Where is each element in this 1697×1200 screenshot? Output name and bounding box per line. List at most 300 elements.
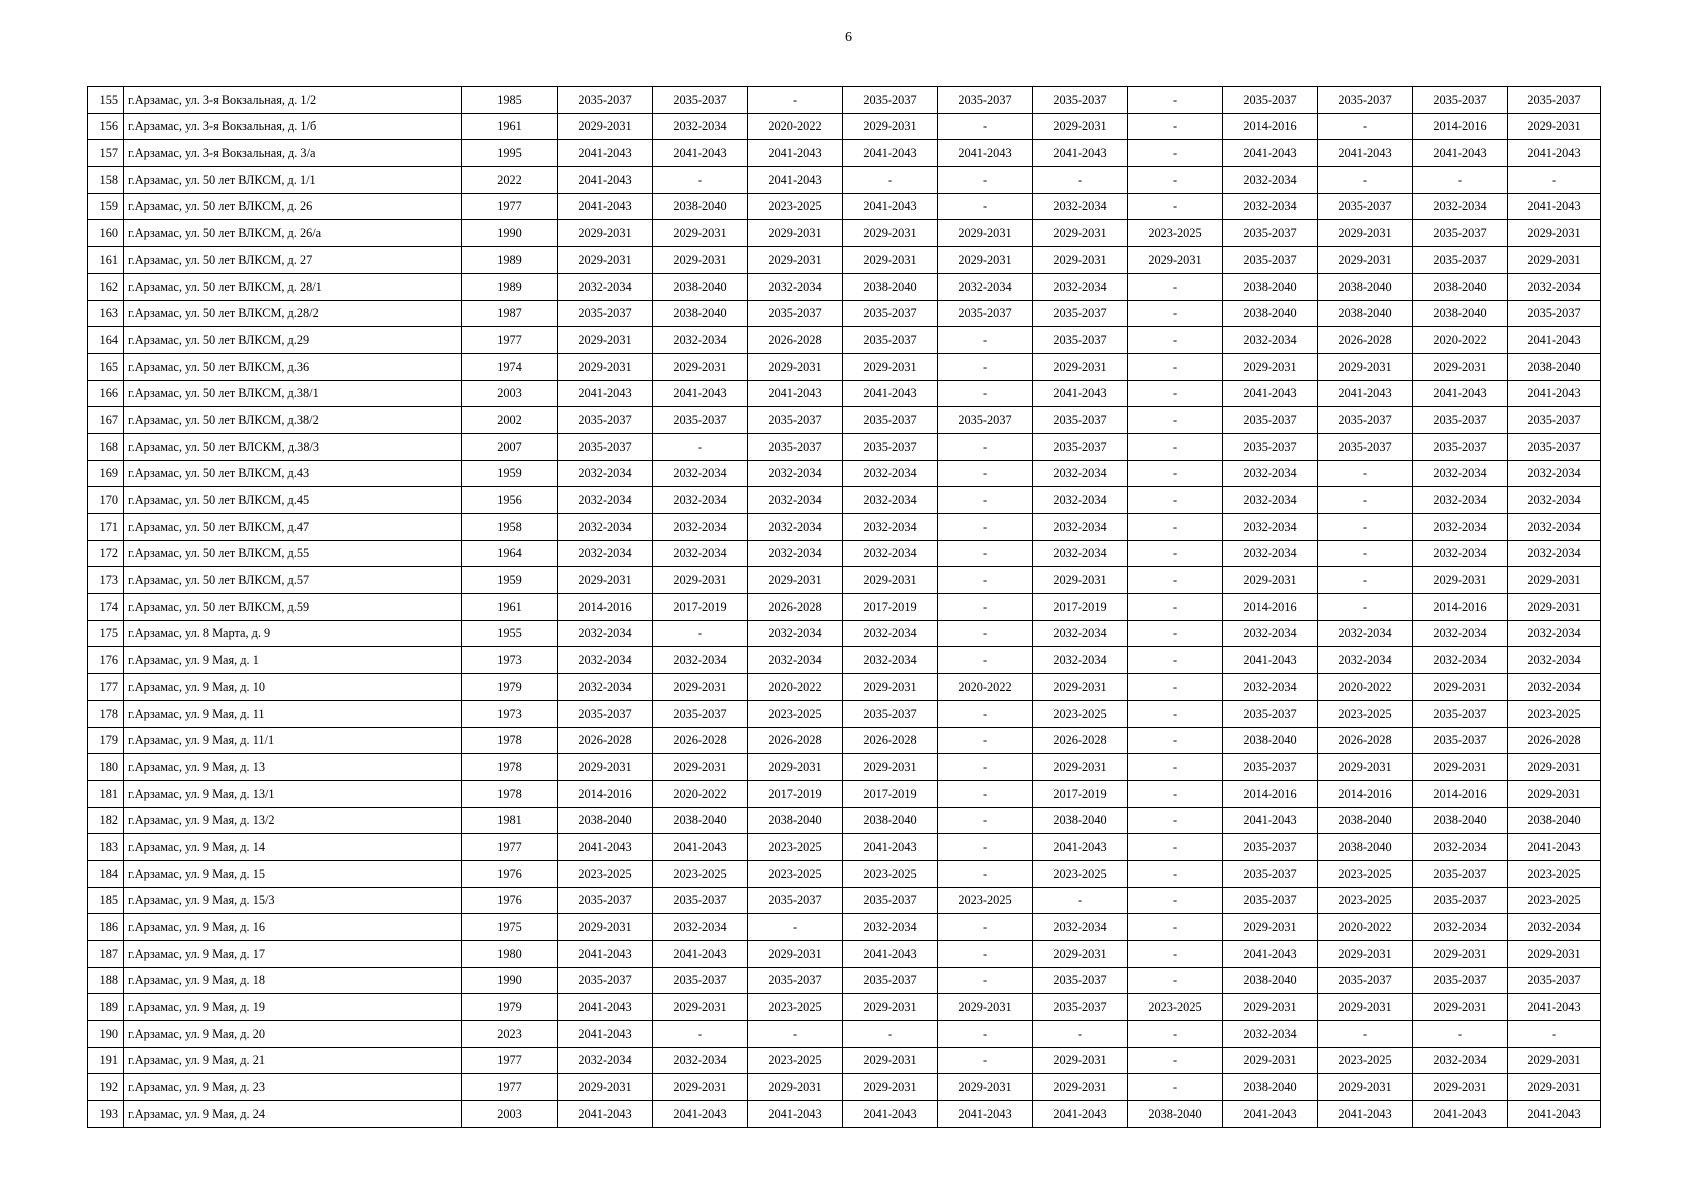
table-row — [88, 193, 1601, 220]
repair-period-cell: - — [1128, 780, 1223, 807]
repair-period-cell: 2014-2016 — [1413, 113, 1508, 140]
repair-period-cell: 2032-2034 — [1508, 487, 1601, 514]
repair-period-cell: 2035-2037 — [1508, 433, 1601, 460]
repair-period-cell: - — [938, 1021, 1033, 1048]
repair-period-cell: 2041-2043 — [1223, 380, 1318, 407]
repair-period-cell: 2029-2031 — [843, 247, 938, 274]
repair-period-cell: 2035-2037 — [1413, 433, 1508, 460]
repair-period-cell: 2035-2037 — [1413, 727, 1508, 754]
repair-period-cell: 2032-2034 — [1033, 514, 1128, 541]
repair-period-cell: 2023-2025 — [653, 860, 748, 887]
table-row — [88, 140, 1601, 167]
repair-period-cell: 2041-2043 — [1318, 140, 1413, 167]
year-built-cell: 1964 — [462, 540, 558, 567]
repair-period-cell: 2029-2031 — [843, 353, 938, 380]
repair-period-cell: - — [1128, 273, 1223, 300]
repair-period-cell: - — [938, 540, 1033, 567]
repair-period-cell: 2032-2034 — [1413, 647, 1508, 674]
repair-period-cell: 2032-2034 — [1033, 487, 1128, 514]
repair-period-cell: 2032-2034 — [1508, 914, 1601, 941]
repair-period-cell: 2029-2031 — [1033, 1047, 1128, 1074]
repair-period-cell: - — [938, 193, 1033, 220]
repair-period-cell: 2041-2043 — [558, 193, 653, 220]
repair-period-cell: 2032-2034 — [1033, 273, 1128, 300]
repair-period-cell: 2035-2037 — [843, 700, 938, 727]
repair-period-cell: - — [1128, 967, 1223, 994]
repair-period-cell: 2014-2016 — [1223, 113, 1318, 140]
repair-period-cell: 2032-2034 — [1508, 540, 1601, 567]
repair-period-cell: - — [1128, 407, 1223, 434]
row-number-cell: 177 — [88, 674, 124, 701]
repair-period-cell: 2014-2016 — [558, 594, 653, 621]
repair-period-cell: 2032-2034 — [653, 327, 748, 354]
repair-period-cell: 2029-2031 — [1508, 754, 1601, 781]
repair-period-cell: 2029-2031 — [1318, 1074, 1413, 1101]
year-built-cell: 1977 — [462, 1074, 558, 1101]
repair-period-cell: 2035-2037 — [653, 407, 748, 434]
repair-period-cell: 2029-2031 — [843, 1074, 938, 1101]
repair-period-cell: 2035-2037 — [1223, 407, 1318, 434]
repair-period-cell: - — [1128, 834, 1223, 861]
repair-period-cell: 2029-2031 — [1413, 674, 1508, 701]
repair-period-cell: - — [1128, 380, 1223, 407]
row-number-cell: 170 — [88, 487, 124, 514]
repair-period-cell: 2029-2031 — [748, 220, 843, 247]
repair-period-cell: 2026-2028 — [1318, 327, 1413, 354]
row-number-cell: 190 — [88, 1021, 124, 1048]
repair-period-cell: 2035-2037 — [748, 300, 843, 327]
address-cell: г.Арзамас, ул. 50 лет ВЛКСМ, д.38/1 — [124, 380, 462, 407]
repair-period-cell: 2032-2034 — [1033, 647, 1128, 674]
repair-period-cell: 2038-2040 — [1413, 300, 1508, 327]
repair-period-cell: 2020-2022 — [748, 674, 843, 701]
table-row — [88, 300, 1601, 327]
repair-period-cell: 2041-2043 — [1413, 380, 1508, 407]
table-row — [88, 540, 1601, 567]
repair-period-cell: 2041-2043 — [843, 140, 938, 167]
repair-period-cell: 2029-2031 — [1508, 594, 1601, 621]
table-row — [88, 87, 1601, 114]
repair-period-cell: 2029-2031 — [748, 941, 843, 968]
address-cell: г.Арзамас, ул. 50 лет ВЛКСМ, д.47 — [124, 514, 462, 541]
address-cell: г.Арзамас, ул. 50 лет ВЛКСМ, д.28/2 — [124, 300, 462, 327]
repair-period-cell: 2038-2040 — [558, 807, 653, 834]
repair-period-cell: 2032-2034 — [748, 273, 843, 300]
repair-period-cell: 2029-2031 — [558, 220, 653, 247]
address-cell: г.Арзамас, ул. 9 Мая, д. 13/2 — [124, 807, 462, 834]
year-built-cell: 1973 — [462, 647, 558, 674]
repair-period-cell: - — [1128, 674, 1223, 701]
year-built-cell: 1981 — [462, 807, 558, 834]
repair-period-cell: 2035-2037 — [1508, 87, 1601, 114]
repair-period-cell: 2029-2031 — [1318, 754, 1413, 781]
repair-period-cell: 2038-2040 — [1318, 273, 1413, 300]
repair-period-cell: 2032-2034 — [748, 620, 843, 647]
repair-period-cell: 2029-2031 — [1033, 113, 1128, 140]
year-built-cell: 1955 — [462, 620, 558, 647]
row-number-cell: 171 — [88, 514, 124, 541]
repair-period-cell: 2017-2019 — [653, 594, 748, 621]
repair-period-cell: 2017-2019 — [1033, 780, 1128, 807]
repair-period-cell: 2041-2043 — [558, 941, 653, 968]
repair-period-cell: 2032-2034 — [748, 460, 843, 487]
repair-period-cell: 2035-2037 — [748, 887, 843, 914]
year-built-cell: 1977 — [462, 327, 558, 354]
repair-period-cell: 2026-2028 — [653, 727, 748, 754]
repair-period-cell: 2041-2043 — [843, 941, 938, 968]
repair-period-cell: 2035-2037 — [1223, 754, 1318, 781]
repair-period-cell: 2035-2037 — [843, 300, 938, 327]
repair-period-cell: - — [1128, 1074, 1223, 1101]
repair-period-cell: - — [653, 620, 748, 647]
row-number-cell: 192 — [88, 1074, 124, 1101]
repair-period-cell: - — [938, 353, 1033, 380]
year-built-cell: 2003 — [462, 380, 558, 407]
row-number-cell: 158 — [88, 167, 124, 194]
repair-period-cell: 2041-2043 — [1033, 834, 1128, 861]
repair-period-cell: - — [1128, 327, 1223, 354]
repair-period-cell: 2032-2034 — [1508, 647, 1601, 674]
table-row — [88, 994, 1601, 1021]
repair-period-cell: 2032-2034 — [653, 113, 748, 140]
repair-period-cell: 2041-2043 — [843, 834, 938, 861]
repair-period-cell: 2029-2031 — [1508, 113, 1601, 140]
repair-period-cell: 2035-2037 — [1318, 193, 1413, 220]
repair-period-cell: 2014-2016 — [1413, 780, 1508, 807]
address-cell: г.Арзамас, ул. 8 Марта, д. 9 — [124, 620, 462, 647]
repair-period-cell: - — [938, 914, 1033, 941]
repair-period-cell: - — [1033, 167, 1128, 194]
address-cell: г.Арзамас, ул. 50 лет ВЛСКМ, д.38/3 — [124, 433, 462, 460]
repair-period-cell: - — [938, 700, 1033, 727]
year-built-cell: 1958 — [462, 514, 558, 541]
repair-period-cell: 2023-2025 — [748, 994, 843, 1021]
address-cell: г.Арзамас, ул. 3-я Вокзальная, д. 1/2 — [124, 87, 462, 114]
year-built-cell: 2007 — [462, 433, 558, 460]
repair-period-cell: - — [1318, 594, 1413, 621]
repair-period-cell: 2035-2037 — [558, 967, 653, 994]
row-number-cell: 182 — [88, 807, 124, 834]
address-cell: г.Арзамас, ул. 9 Мая, д. 13/1 — [124, 780, 462, 807]
repair-period-cell: 2020-2022 — [748, 113, 843, 140]
address-cell: г.Арзамас, ул. 3-я Вокзальная, д. 1/б — [124, 113, 462, 140]
repair-period-cell: 2032-2034 — [558, 514, 653, 541]
repair-period-cell: 2029-2031 — [653, 247, 748, 274]
repair-period-cell: 2035-2037 — [1033, 300, 1128, 327]
repair-period-cell: 2032-2034 — [843, 514, 938, 541]
row-number-cell: 166 — [88, 380, 124, 407]
repair-period-cell: 2017-2019 — [843, 594, 938, 621]
row-number-cell: 168 — [88, 433, 124, 460]
repair-period-cell: 2029-2031 — [1413, 1074, 1508, 1101]
repair-period-cell: 2035-2037 — [1413, 87, 1508, 114]
row-number-cell: 172 — [88, 540, 124, 567]
repair-period-cell: 2035-2037 — [1318, 407, 1413, 434]
repair-period-cell: 2035-2037 — [558, 887, 653, 914]
repair-period-cell: 2023-2025 — [1318, 887, 1413, 914]
year-built-cell: 1979 — [462, 994, 558, 1021]
row-number-cell: 189 — [88, 994, 124, 1021]
repair-period-cell: - — [938, 514, 1033, 541]
repair-period-cell: 2038-2040 — [1128, 1101, 1223, 1128]
repair-period-cell: - — [1128, 941, 1223, 968]
repair-period-cell: 2020-2022 — [1318, 674, 1413, 701]
address-cell: г.Арзамас, ул. 9 Мая, д. 1 — [124, 647, 462, 674]
repair-period-cell: 2029-2031 — [1413, 353, 1508, 380]
repair-period-cell: 2035-2037 — [1033, 407, 1128, 434]
repair-period-cell: - — [1128, 567, 1223, 594]
repair-period-cell: 2035-2037 — [653, 700, 748, 727]
table-row — [88, 647, 1601, 674]
repair-period-cell: 2032-2034 — [558, 674, 653, 701]
address-cell: г.Арзамас, ул. 9 Мая, д. 14 — [124, 834, 462, 861]
repair-period-cell: 2032-2034 — [558, 620, 653, 647]
repair-period-cell: - — [938, 594, 1033, 621]
repair-period-cell: 2029-2031 — [748, 1074, 843, 1101]
repair-period-cell: 2029-2031 — [938, 994, 1033, 1021]
year-built-cell: 2022 — [462, 167, 558, 194]
repair-period-cell: 2041-2043 — [653, 380, 748, 407]
repair-period-cell: 2029-2031 — [748, 353, 843, 380]
repair-period-cell: 2020-2022 — [1318, 914, 1413, 941]
repair-period-cell: 2038-2040 — [653, 300, 748, 327]
repair-period-cell: 2029-2031 — [1508, 1047, 1601, 1074]
repair-period-cell: 2032-2034 — [1223, 193, 1318, 220]
repair-period-cell: 2035-2037 — [843, 433, 938, 460]
repair-period-cell: 2029-2031 — [748, 247, 843, 274]
repair-period-cell: 2035-2037 — [1223, 220, 1318, 247]
row-number-cell: 178 — [88, 700, 124, 727]
repair-period-cell: 2041-2043 — [1508, 1101, 1601, 1128]
repair-period-cell: 2023-2025 — [748, 193, 843, 220]
repair-period-cell: 2029-2031 — [1508, 220, 1601, 247]
repair-period-cell: 2029-2031 — [1128, 247, 1223, 274]
repair-period-cell: 2035-2037 — [1033, 994, 1128, 1021]
repair-period-cell: 2035-2037 — [1413, 220, 1508, 247]
year-built-cell: 1978 — [462, 754, 558, 781]
table-row — [88, 1047, 1601, 1074]
repair-period-cell: 2032-2034 — [938, 273, 1033, 300]
repair-period-cell: 2029-2031 — [1508, 1074, 1601, 1101]
year-built-cell: 1978 — [462, 780, 558, 807]
repair-period-cell: - — [1318, 167, 1413, 194]
repair-period-cell: 2041-2043 — [938, 140, 1033, 167]
address-cell: г.Арзамас, ул. 50 лет ВЛКСМ, д. 26 — [124, 193, 462, 220]
repair-period-cell: - — [938, 380, 1033, 407]
repair-period-cell: 2032-2034 — [1033, 620, 1128, 647]
repair-period-cell: 2035-2037 — [653, 967, 748, 994]
repair-period-cell: - — [1318, 567, 1413, 594]
repair-period-cell: - — [1128, 140, 1223, 167]
repair-period-cell: - — [938, 780, 1033, 807]
repair-period-cell: 2032-2034 — [1413, 487, 1508, 514]
repair-period-cell: - — [748, 1021, 843, 1048]
table-row — [88, 1021, 1601, 1048]
repair-period-cell: - — [938, 327, 1033, 354]
repair-period-cell: 2038-2040 — [1223, 967, 1318, 994]
repair-period-cell: 2035-2037 — [1223, 860, 1318, 887]
repair-period-cell: 2032-2034 — [1508, 460, 1601, 487]
row-number-cell: 165 — [88, 353, 124, 380]
repair-period-cell: 2035-2037 — [1413, 407, 1508, 434]
repair-period-cell: 2035-2037 — [748, 433, 843, 460]
repair-period-cell: 2035-2037 — [558, 700, 653, 727]
repair-period-cell: 2032-2034 — [1508, 273, 1601, 300]
repair-period-cell: 2032-2034 — [558, 487, 653, 514]
repair-period-cell: 2029-2031 — [1318, 353, 1413, 380]
repair-period-cell: 2035-2037 — [1413, 247, 1508, 274]
repair-period-cell: 2041-2043 — [1508, 140, 1601, 167]
repair-period-cell: 2035-2037 — [558, 433, 653, 460]
repair-period-cell: 2032-2034 — [1033, 914, 1128, 941]
repair-period-cell: 2032-2034 — [653, 647, 748, 674]
repair-period-cell: - — [1033, 1021, 1128, 1048]
repair-period-cell: 2029-2031 — [843, 567, 938, 594]
table-row — [88, 780, 1601, 807]
address-cell: г.Арзамас, ул. 9 Мая, д. 13 — [124, 754, 462, 781]
repair-period-cell: 2041-2043 — [843, 193, 938, 220]
repair-period-cell: 2038-2040 — [653, 193, 748, 220]
repair-period-cell: 2041-2043 — [653, 140, 748, 167]
repair-period-cell: 2023-2025 — [843, 860, 938, 887]
table-row — [88, 273, 1601, 300]
table-row — [88, 487, 1601, 514]
repair-period-cell: 2032-2034 — [558, 273, 653, 300]
repair-period-cell: - — [653, 433, 748, 460]
year-built-cell: 1977 — [462, 193, 558, 220]
repair-period-cell: 2020-2022 — [938, 674, 1033, 701]
repair-period-cell: 2023-2025 — [1128, 220, 1223, 247]
year-built-cell: 1975 — [462, 914, 558, 941]
repair-period-cell: 2041-2043 — [558, 380, 653, 407]
repair-period-cell: 2029-2031 — [843, 994, 938, 1021]
year-built-cell: 1990 — [462, 220, 558, 247]
address-cell: г.Арзамас, ул. 9 Мая, д. 17 — [124, 941, 462, 968]
repair-period-cell: 2032-2034 — [1223, 1021, 1318, 1048]
repair-period-cell: 2038-2040 — [653, 273, 748, 300]
repair-period-cell: 2023-2025 — [1033, 860, 1128, 887]
repair-period-cell: 2032-2034 — [1318, 647, 1413, 674]
repair-period-cell: 2032-2034 — [1413, 514, 1508, 541]
repair-period-cell: 2035-2037 — [843, 887, 938, 914]
repair-period-cell: 2035-2037 — [558, 407, 653, 434]
repair-period-cell: 2041-2043 — [558, 1021, 653, 1048]
repair-period-cell: 2032-2034 — [748, 514, 843, 541]
row-number-cell: 157 — [88, 140, 124, 167]
repair-period-cell: 2032-2034 — [653, 1047, 748, 1074]
repair-period-cell: - — [843, 1021, 938, 1048]
repair-period-cell: - — [938, 807, 1033, 834]
repair-period-cell: 2032-2034 — [843, 487, 938, 514]
repair-period-cell: 2041-2043 — [653, 941, 748, 968]
repair-period-cell: 2035-2037 — [1033, 87, 1128, 114]
year-built-cell: 1978 — [462, 727, 558, 754]
address-cell: г.Арзамас, ул. 9 Мая, д. 24 — [124, 1101, 462, 1128]
repair-period-cell: 2032-2034 — [1413, 914, 1508, 941]
repair-period-cell: - — [1128, 594, 1223, 621]
repair-period-cell: 2029-2031 — [1318, 220, 1413, 247]
repair-period-cell: - — [1128, 754, 1223, 781]
repair-period-cell: 2032-2034 — [1508, 620, 1601, 647]
table-row — [88, 407, 1601, 434]
repair-period-cell: 2023-2025 — [938, 887, 1033, 914]
repair-period-cell: 2035-2037 — [1508, 407, 1601, 434]
repair-period-cell: 2029-2031 — [653, 220, 748, 247]
repair-period-cell: 2032-2034 — [843, 540, 938, 567]
repair-period-cell: - — [938, 860, 1033, 887]
repair-period-cell: 2032-2034 — [1223, 514, 1318, 541]
table-row — [88, 353, 1601, 380]
row-number-cell: 191 — [88, 1047, 124, 1074]
repair-period-cell: 2029-2031 — [1318, 994, 1413, 1021]
row-number-cell: 155 — [88, 87, 124, 114]
year-built-cell: 1995 — [462, 140, 558, 167]
row-number-cell: 167 — [88, 407, 124, 434]
repair-period-cell: 2014-2016 — [1223, 780, 1318, 807]
row-number-cell: 184 — [88, 860, 124, 887]
address-cell: г.Арзамас, ул. 50 лет ВЛКСМ, д.29 — [124, 327, 462, 354]
repair-period-cell: 2041-2043 — [1413, 140, 1508, 167]
year-built-cell: 1961 — [462, 594, 558, 621]
repair-period-cell: 2023-2025 — [1033, 700, 1128, 727]
repair-period-cell: 2035-2037 — [558, 87, 653, 114]
address-cell: г.Арзамас, ул. 9 Мая, д. 23 — [124, 1074, 462, 1101]
table-row — [88, 594, 1601, 621]
row-number-cell: 173 — [88, 567, 124, 594]
repair-period-cell: 2038-2040 — [748, 807, 843, 834]
repair-period-cell: 2020-2022 — [653, 780, 748, 807]
repair-period-cell: 2035-2037 — [843, 407, 938, 434]
repair-period-cell: 2029-2031 — [558, 327, 653, 354]
address-cell: г.Арзамас, ул. 9 Мая, д. 19 — [124, 994, 462, 1021]
address-cell: г.Арзамас, ул. 50 лет ВЛКСМ, д. 1/1 — [124, 167, 462, 194]
repair-period-cell: 2038-2040 — [1508, 807, 1601, 834]
repair-period-cell: 2035-2037 — [653, 87, 748, 114]
repair-period-cell: - — [1128, 540, 1223, 567]
repair-period-cell: 2029-2031 — [1223, 994, 1318, 1021]
table-row — [88, 327, 1601, 354]
repair-period-cell: - — [1128, 647, 1223, 674]
repair-period-cell: 2023-2025 — [1318, 700, 1413, 727]
table-row — [88, 887, 1601, 914]
repair-period-cell: 2029-2031 — [1413, 567, 1508, 594]
repair-period-cell: 2041-2043 — [1508, 380, 1601, 407]
repair-period-cell: 2041-2043 — [1508, 994, 1601, 1021]
repair-period-cell: 2029-2031 — [1033, 941, 1128, 968]
repair-period-cell: 2029-2031 — [843, 674, 938, 701]
repair-period-cell: 2041-2043 — [1223, 140, 1318, 167]
repair-period-cell: 2035-2037 — [938, 300, 1033, 327]
repair-period-cell: 2032-2034 — [1413, 620, 1508, 647]
repair-period-cell: 2014-2016 — [1413, 594, 1508, 621]
repair-period-cell: 2032-2034 — [1413, 193, 1508, 220]
repair-period-cell: 2029-2031 — [1223, 353, 1318, 380]
repair-period-cell: - — [938, 620, 1033, 647]
row-number-cell: 174 — [88, 594, 124, 621]
repair-period-cell: 2032-2034 — [1223, 674, 1318, 701]
repair-period-cell: 2032-2034 — [843, 647, 938, 674]
repair-period-cell: 2041-2043 — [1223, 941, 1318, 968]
repair-period-cell: 2032-2034 — [1223, 620, 1318, 647]
table-row — [88, 914, 1601, 941]
repair-period-cell: 2035-2037 — [1223, 87, 1318, 114]
repair-period-cell: 2038-2040 — [1223, 1074, 1318, 1101]
repair-period-cell: - — [938, 167, 1033, 194]
repair-period-cell: 2029-2031 — [1033, 674, 1128, 701]
repair-period-cell: 2041-2043 — [1223, 647, 1318, 674]
repair-period-cell: 2032-2034 — [653, 540, 748, 567]
repair-period-cell: 2023-2025 — [748, 834, 843, 861]
